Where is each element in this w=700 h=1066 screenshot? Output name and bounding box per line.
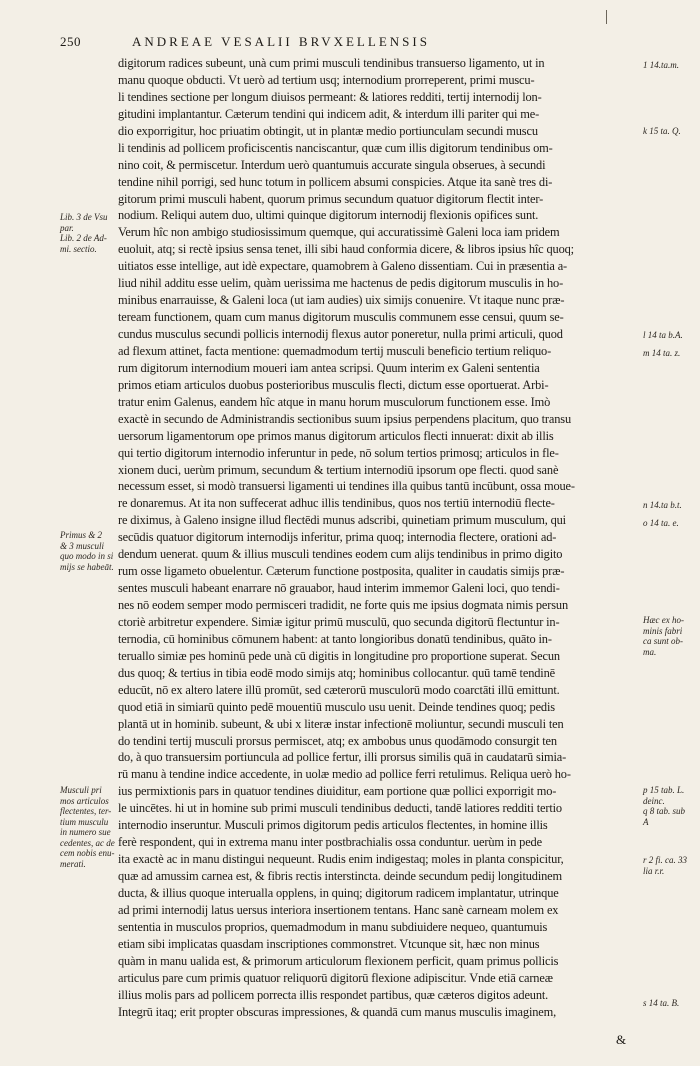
margin-note: in numero sue [60,827,111,837]
text-line: dendum uenerat. quum & illius musculi tendines eodem cum alijs tendinibus in primo digito [118,547,563,562]
margin-note-right: l 14 ta b.A. [643,330,683,340]
margin-note-right: n 14.ta b.t. [643,500,682,510]
text-line: exactè in secundo de Administrandis sectionibus suum ipsius perpendens placitum, quo transu [118,411,571,426]
text-line: sententia in musculos proprios, quemadmodum in manu subdiuidere nequeo, quantumuis [118,919,548,934]
text-line: nodium. Reliqui autem duo, ultimi quinque digitorum internodij flexionis opifices sunt. [118,208,539,223]
text-line: do, à quo transuersim portiuncula ad pollice fertur, illi prorsus similis quā in caudatarū simia- [118,750,567,765]
margin-note-right: k 15 ta. Q. [643,126,681,136]
margin-note: cedentes, ac de [60,837,115,848]
margin-note: ma. [643,646,657,657]
text-line: primos etiam articulos duobus posterioribus musculis flecti, dictum esse oportuerat. Arbi- [118,377,549,392]
margin-note: quo modo in si [60,551,114,561]
text-line: sentes musculi habeant enarrare nō grauabor, haud interim immemor Galeni loci, quo tendi- [118,581,560,596]
margin-note: minis fabri [643,625,683,636]
text-line: euoluit, atq; si rectè ipsius sensa tenet, illi sibi haud conformia dicere, & libros ipsius hîc quoq; [118,242,574,257]
text-line: li tendinis ad pollicem proficiscentis nanciscantur, quæ cum illis digitorum tendinibus om- [118,140,553,155]
text-line: articulus pare cum primis quatuor reliquorū digitorū flexione adipiscitur. Vnde etiā carneæ [118,970,553,985]
text-line: ctoriè arbitretur expendere. Simiæ igitur primū musculū, quo secunda digitorū flectuntur in- [118,614,560,629]
text-line: liud nihil additu esse uelim, quàm uerissima me hactenus de pedis digitorum musculis in ho- [118,276,564,291]
margin-note-right: o 14 ta. e. [643,518,679,528]
margin-note-left [60,785,118,869]
text-line: tratur enim Galenus, eandem hîc atque in manu horum musculorum functionem esse. Imò [118,394,551,409]
margin-note: mijs se habeāt. [60,561,114,572]
margin-note-left [60,212,118,254]
margin-note: ca sunt ob- [643,636,683,646]
text-line: tendine nihil porrigi, sed hunc totum in pollicem absumi conspicies. Atque ita sanè tres di- [118,174,553,189]
text-line: qui tertio digitorum internodio inferuntur in pede, nō solum tertios primosq; articulos in fle- [118,445,559,460]
page-header [60,34,660,54]
text-line: illius molis pars ad pollicem porrecta illis respondet partibus, quæ cæteros digitos adeunt. [118,987,549,1002]
text-line: secūdis quatuor digitorum internodijs inferitur, prima quoq; internodia flectere, orationi ad- [118,530,557,545]
text-line: ita exactè ac in manu distingui nequeunt. Rudis enim indigestaq; moles in planta conspicitur, [118,852,564,867]
margin-note-left [60,530,118,572]
text-line: teruallo simiæ pes hominū pede unà cū digitis in longitudine pro proportione superat. Secun [118,648,560,663]
text-line: internodio inseruntur. Musculi primos digitorum pedis articulos flectentes, in homine illis [118,818,548,833]
text-line: ternodia, cū hominibus cōmunem habent: at tanto longioribus donatū tendinibus, quāto in- [118,631,552,646]
margin-note: mos articulos [60,795,109,806]
margin-note-right: 1 14.ta.m. [643,60,679,70]
margin-note-right: m 14 ta. z. [643,348,681,358]
text-line: educūt, nō ex altero latere illū promūt, sed cæterorū musculorū modo coarctāti illū emittunt. [118,682,560,697]
text-line: re diximus, à Galeno insigne illud flectēdi munus adscribi, quinetiam primum musculum, qui [118,513,566,528]
margin-note: & 3 musculi [60,540,104,551]
text-line: xionem duci, uerùm primum, secundum & tertium internodiū ipsorum ope flecti. quod sanè [118,462,559,477]
text-line: gitorum primi musculi habent, quorum primus secundum quatuor digitorum flectit inter- [118,191,544,206]
text-line: quæ ad amussim carnea est, & fibris rectis interstincta. deinde secundum pedij longitudinem [118,869,563,883]
margin-note: r 2 fi. ca. 33 [643,855,687,865]
text-line: ius permixtionis pars in quatuor tendines diuiditur, eam portione quæ pollici exporrigit mo- [118,784,557,799]
margin-note: Lib. 2 de Ad- [60,233,107,243]
text-line: ad flexum attinet, facta mentione: quemadmodum tertij musculi beneficio tertium reliquo- [118,343,552,358]
text-line: li tendines sectione per longum diuisos permeant: & latiores redditi, tertij internodij lon- [118,89,542,104]
folio-number: 250 [60,34,81,49]
margin-note: Hæc ex ho- [643,615,684,625]
margin-note: Lib. 3 de Vsu par. [60,212,108,233]
text-line: quod etiā in simiarū quinto pedē mouentiū musculo usu uenit. Deinde tendines quoq; pedis [118,699,555,714]
text-line: Integrū itaq; erit propter obscuras impressiones, & quandā cum manus musculis imaginem, [118,1004,557,1019]
text-line: digitorum radices subeunt, unà cum primi musculi tendinibus transuerso ligamento, ut in [118,56,545,70]
margin-note-right: s 14 ta. B. [643,998,680,1008]
text-line: uitiatos esse intellige, aut idè expectare, quamobrem à Galeno dissentiam. Cui in præsentia a- [118,259,568,274]
text-line: dus quoq; & tertius in tibia eodē modo simijs atq; hominibus collocantur. quū tamē tendinē [118,665,555,680]
text-line: ad primi internodij latus uersus interiora insertionem tentans. Hanc sanè carneam molem ex [118,902,559,917]
text-line: Verum hîc non ambigo studiosissimum quemque, qui accuratissimè Galeni loca iam pridem [118,225,560,240]
text-line: ferè respondent, qui in extrema manu inter postbrachialis ossa conduntur. uerùm in pede [118,835,542,850]
page-mark [606,10,607,24]
text-line: nes nō eodem semper modo permisceri tradidit, ne forte quis me ipsius dogmata nimis persun [118,598,569,612]
margin-note: Musculi pri [60,785,102,795]
text-line: dio exporrigitur, hoc priuatim obtingit, ut in plantæ medio portiunculam secundi muscu [118,123,538,138]
text-line: teream functionem, quam cum manus digitorum musculis communem esse censui, quum se- [118,310,564,325]
text-line: le uincētes. hi ut in homine sub primi musculi tendinibus deducti, tandē latiores redditi tertio [118,801,562,816]
margin-note: cem nobis enu- [60,848,115,858]
text-line: ducta, & illius quoque interualla opplens, in quinq; digitorum radicem implantatur, utrinque [118,885,559,900]
text-line: rum digitorum internodium moueri iam antea scripsi. Quum interim ex Galeni sententia [118,360,540,375]
margin-note: mi. sectio. [60,243,97,254]
text-line: gitudini implantantur. Cæterum tendini qui indicem adit, & interdum illi pariter qui me- [118,106,540,121]
margin-note-right [643,785,695,827]
margin-note: merati. [60,858,86,869]
margin-note: deinc. [643,795,665,806]
text-line: re donaremus. At ita non suffecerat adhuc illis tendinibus, quos nos tertiū internodiū flecte- [118,496,555,511]
text-line: uersorum ligamentorum ope primos manus digitorum articulos flecti innuerat: dixit ab illis [118,428,554,443]
text-line: do tendini tertij musculi prorsus permiscet, atq; ex ambobus unus quodāmodo consurgit ten [118,733,557,748]
margin-note: A [643,816,649,827]
text-line: plantā ut in hominib. subeunt, & ubi x literæ instar infectionē moliuntur, secundi musculi ten [118,716,564,731]
text-line: rum osse ligameto obuelentur. Cæterum functione postposita, qualiter in caudatis simijs præ- [118,564,565,579]
running-head: ANDREAE VESALII BRVXELLENSIS [132,34,430,49]
margin-note: Primus & 2 [60,530,103,540]
text-line: rū manu à tendine indice accedente, in uolæ medio ad pollice ferri retulimus. Reliqua uerò ho- [118,767,571,782]
text-line: quàm in manu ualida est, & primorum articulorum flexionem perficit, quam primus pollicis [118,953,559,968]
margin-note-right [643,855,695,876]
text-line: etiam sibi implicatas quasdam inscriptiones commonstret. Vtcunque sit, hæc non minus [118,936,540,951]
body-text [118,55,638,1020]
margin-note: p 15 tab. L. [643,785,685,795]
margin-note-right [643,615,695,657]
text-line: cundus musculus secundi pollicis internodij flexus autor poneretur, nulla primi articuli, quod [118,327,563,341]
catchword: & [616,1032,627,1047]
margin-note: flectentes, ter- [60,806,112,816]
text-line: minibus enarrauisse, & Galeni loca (ut iam audies) uix simijs conuenire. Vt itaque nunc præ- [118,293,565,308]
margin-note: tium musculu [60,816,109,827]
text-line: nino coit, & permiscetur. Interdum uerò quantumuis accurate singula obserues, à secundi [118,157,546,172]
margin-note: lia r.r. [643,865,665,876]
text-line: necessum esset, si modò transuersi ligamenti ui tendines illa quibus tantū incūbunt, ossa moue- [118,479,575,494]
margin-note: q 8 tab. sub [643,806,686,816]
text-line: manu quoque obducti. Vt uerò ad tertium usq; internodium prorreperent, primi muscu- [118,72,535,87]
